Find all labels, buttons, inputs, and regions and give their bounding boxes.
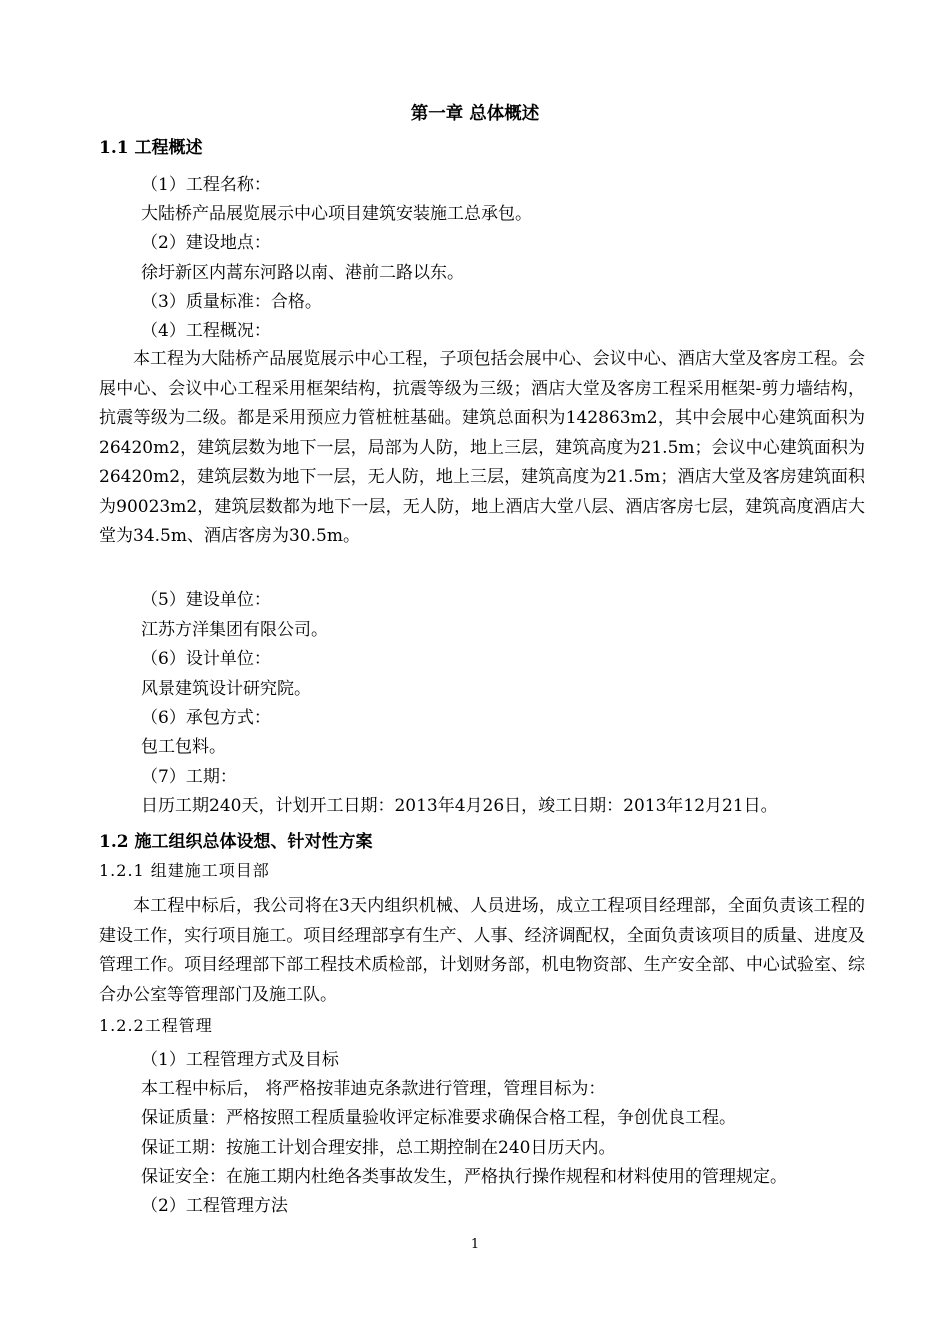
section-1-1-heading: 1.1 工程概述: [99, 138, 203, 158]
goal-safety: 保证安全：在施工期内杜绝各类事故发生，严格执行操作规程和材料使用的管理规定。: [141, 1167, 787, 1187]
project-name-value: 大陆桥产品展览展示中心项目建筑安装施工总承包。: [141, 204, 532, 224]
owner-value: 江苏方洋集团有限公司。: [141, 620, 328, 640]
subsection-1-2-1-heading: 1.2.1 组建施工项目部: [99, 861, 270, 880]
project-department-paragraph: 本工程中标后，我公司将在3天内组织机械、人员进场，成立工程项目经理部，全面负责该工程的建设工作，实行项目施工。项目经理部享有生产、人事、经济调配权，全面负责该项目的质量、进度及管理工作。项目经理部下部工程技术质检部，计划财务部，机电物资部、生产安全部、中心试验室、综合办公室等管理部门及施工队。: [99, 896, 865, 1005]
chapter-title: 第一章 总体概述: [410, 104, 540, 124]
item-management-method: （2）工程管理方法: [141, 1196, 288, 1216]
duration-value: 日历工期240天，计划开工日期：2013年4月26日，竣工日期：2013年12月21日。: [141, 796, 778, 816]
page-number: 1: [470, 1237, 480, 1252]
item-overview-label: （4）工程概况：: [141, 321, 271, 341]
item-quality-standard: （3）质量标准：合格。: [141, 292, 322, 312]
subsection-1-2-2-heading: 1.2.2工程管理: [99, 1016, 213, 1035]
location-value: 徐圩新区内蒿东河路以南、港前二路以东。: [141, 263, 464, 283]
item-designer-label: （6）设计单位：: [141, 649, 271, 669]
item-management-mode: （1）工程管理方式及目标: [141, 1050, 339, 1070]
item-duration-label: （7）工期：: [141, 767, 237, 787]
designer-value: 风景建筑设计研究院。: [141, 679, 311, 699]
item-contract-mode-label: （6）承包方式：: [141, 708, 271, 728]
contract-mode-value: 包工包料。: [141, 737, 226, 757]
goal-schedule: 保证工期：按施工计划合理安排，总工期控制在240日历天内。: [141, 1138, 616, 1158]
overview-paragraph: 本工程为大陆桥产品展览展示中心工程，子项包括会展中心、会议中心、酒店大堂及客房工程。会展中心、会议中心工程采用框架结构，抗震等级为三级；酒店大堂及客房工程采用框架-剪力墙结构，抗震等级为二级。都是采用预应力管桩桩基础。建筑总面积为142863m2，其中会展中心建筑面积为26420m2，建筑层数为地下一层，局部为人防，地上三层，建筑高度为21.5m；会议中心建筑面积为26420m2，建筑层数为地下一层，无人防，地上三层，建筑高度为21.5m；酒店大堂及客房建筑面积为90023m2，建筑层数都为地下一层，无人防，地上酒店大堂八层、酒店客房七层，建筑高度酒店大堂为34.5m、酒店客房为30.5m。: [99, 349, 865, 546]
item-owner-label: （5）建设单位：: [141, 590, 271, 610]
goal-quality: 保证质量：严格按照工程质量验收评定标准要求确保合格工程，争创优良工程。: [141, 1108, 736, 1128]
section-1-2-heading: 1.2 施工组织总体设想、针对性方案: [99, 832, 373, 852]
management-goal-intro: 本工程中标后， 将严格按菲迪克条款进行管理，管理目标为：: [141, 1079, 606, 1099]
item-project-name-label: （1）工程名称：: [141, 175, 271, 195]
item-location-label: （2）建设地点：: [141, 233, 271, 253]
